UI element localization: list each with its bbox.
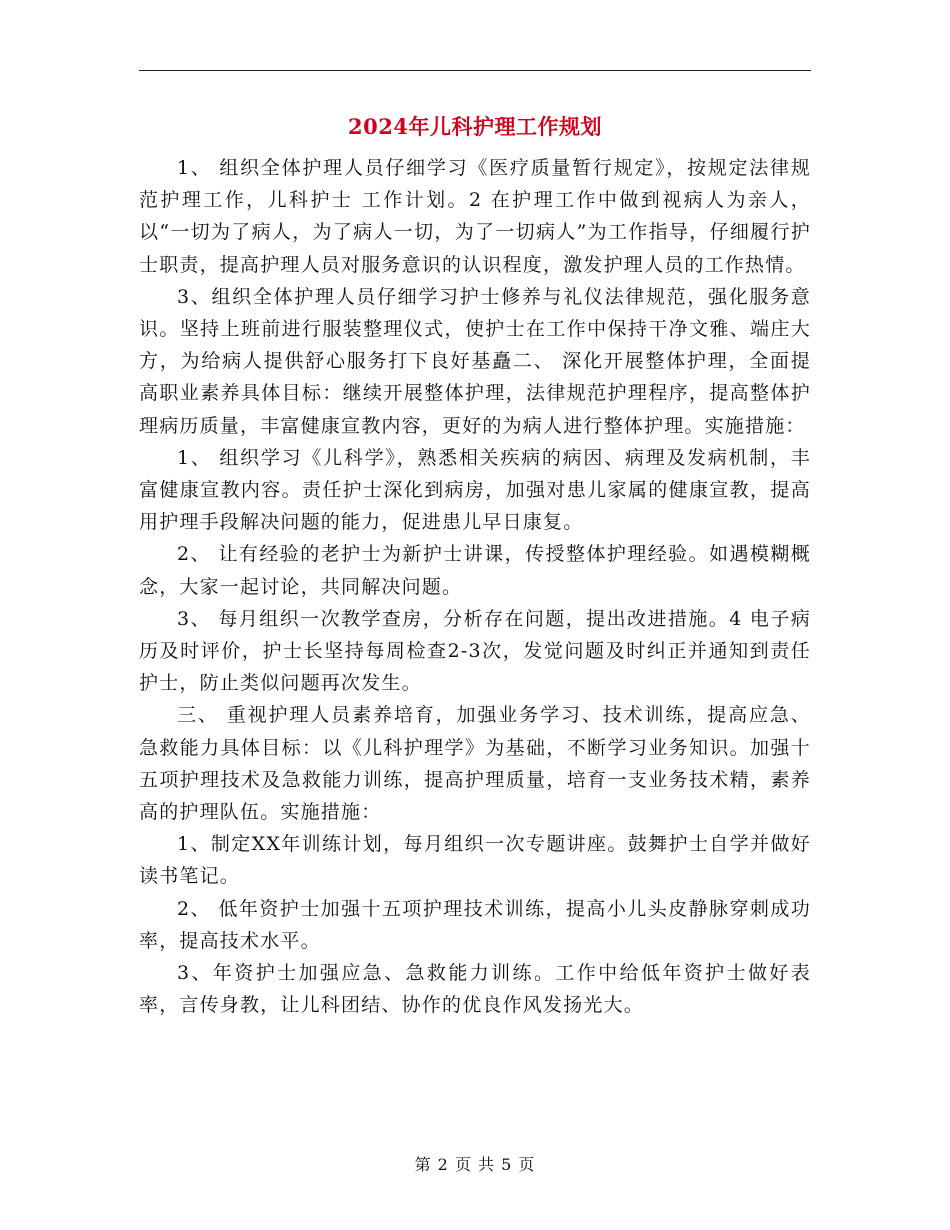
paragraph-2: 3、组织全体护理人员仔细学习护士修养与礼仪法律规范，强化服务意识。坚持上班前进行服装整理仪式，使护士在工作中保持干净文雅、端庄大方，为给病人提供舒心服务打下良好基矗二、 深化开展整体护理，全面提高职业素养具体目标：继续开展整体护理，法律规范护理程序，提高整体护理病历质量，丰富健康宣教内容，更好的为病人进行整体护理。实施措施：: [139, 285, 811, 437]
header-rule: [139, 70, 811, 71]
page-number-footer: 第 2 页 共 5 页: [414, 1155, 536, 1174]
paragraph-5: 3、 每月组织一次教学查房，分析存在问题，提出改进措施。4 电子病历及时评价，护士长坚持每周检查2-3次，发觉问题及时纠正并通知到责任护士，防止类似问题再次发生。: [139, 607, 811, 695]
paragraph-6: 三、 重视护理人员素养培育，加强业务学习、技术训练，提高应急、 急救能力具体目标：以《儿科护理学》为基础，不断学习业务知识。加强十五项护理技术及急救能力训练，提高护理质量，培育一支业务技术精，素养高的护理队伍。实施措施：: [139, 704, 811, 824]
paragraph-8: 2、 低年资护士加强十五项护理技术训练，提高小儿头皮静脉穿刺成功率，提高技术水平。: [139, 897, 811, 952]
document-body: [139, 152, 811, 1021]
paragraph-4: 2、 让有经验的老护士为新护士讲课，传授整体护理经验。如遇模糊概念，大家一起讨论，共同解决问题。: [139, 543, 811, 598]
paragraph-3: 1、 组织学习《儿科学》，熟悉相关疾病的病因、病理及发病机制，丰富健康宣教内容。责任护士深化到病房，加强对患儿家属的健康宣教，提高用护理手段解决问题的能力，促进患儿早日康复。: [139, 446, 811, 534]
paragraph-1: 1、 组织全体护理人员仔细学习《医疗质量暂行规定》，按规定法律规范护理工作，儿科护士 工作计划。2 在护理工作中做到视病人为亲人，以“一切为了病人，为了病人一切，为了一切病人”为工作指导，仔细履行护士职责，提高护理人员对服务意识的认识程度，激发护理人员的工作热情。: [139, 157, 811, 276]
document-title: 2024年儿科护理工作规划: [348, 114, 602, 139]
paragraph-7: 1、制定XX年训练计划，每月组织一次专题讲座。鼓舞护士自学并做好读书笔记。: [139, 833, 811, 888]
paragraph-9: 3、年资护士加强应急、急救能力训练。工作中给低年资护士做好表率，言传身教，让儿科团结、协作的优良作风发扬光大。: [139, 962, 811, 1017]
